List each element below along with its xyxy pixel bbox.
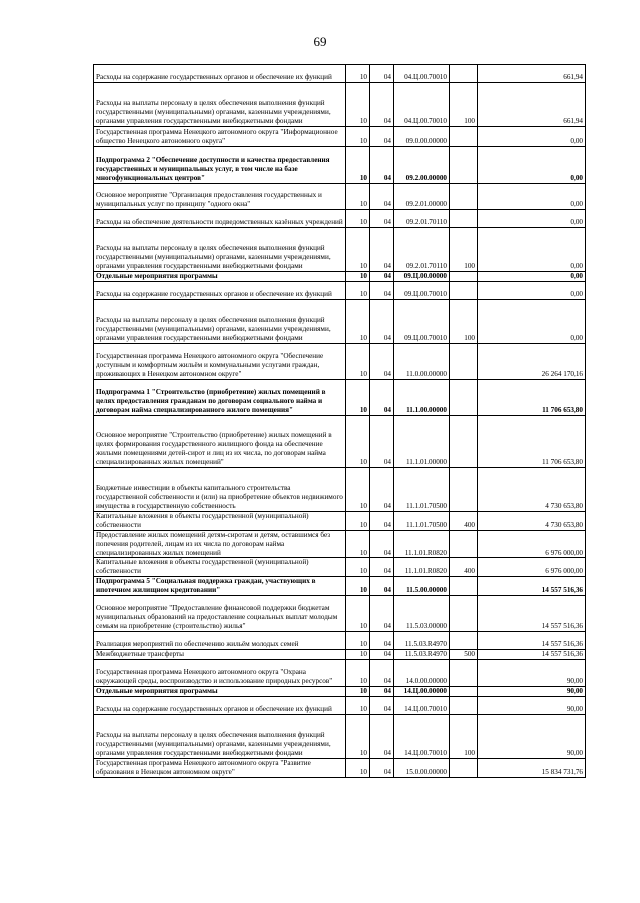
section-code-cell: 10 <box>346 379 370 415</box>
table-row <box>94 379 586 415</box>
amount-cell: 90,00 <box>478 696 586 714</box>
amount-cell: 6 976 000,00 <box>478 558 586 577</box>
section-code-cell: 10 <box>346 272 370 282</box>
section-code-cell: 10 <box>346 714 370 758</box>
target-article-cell: 09.2.01.70110 <box>394 210 450 228</box>
row-name-cell: Подпрограмма 1 "Строительство (приобретение) жилых помещений в целях предоставления гражданам по договорам социального найма и договорам найма специализированного жилого помещения" <box>94 379 346 415</box>
target-article-cell: 04.Ц.00.70010 <box>394 83 450 127</box>
row-name-cell: Расходы на выплаты персоналу в целях обеспечения выполнения функций государственными (муниципальными) органами, казенными учреждениями, органами управления государственными внебюджетными фондами <box>94 83 346 127</box>
table-row <box>94 210 586 228</box>
subsection-code-cell: 04 <box>370 281 394 299</box>
target-article-cell: 11.5.03.00000 <box>394 596 450 632</box>
amount-cell: 11 706 653,80 <box>478 379 586 415</box>
table-row <box>94 147 586 184</box>
subsection-code-cell: 04 <box>370 299 394 343</box>
amount-cell: 6 976 000,00 <box>478 530 586 558</box>
target-article-cell: 11.1.01.R0820 <box>394 530 450 558</box>
target-article-cell: 11.0.00.00000 <box>394 343 450 379</box>
expense-type-cell: 500 <box>450 650 478 660</box>
amount-cell: 90,00 <box>478 659 586 686</box>
row-name-cell: Расходы на обеспечение деятельности подведомственных казённых учреждений <box>94 210 346 228</box>
amount-cell: 0,00 <box>478 147 586 184</box>
subsection-code-cell: 04 <box>370 467 394 511</box>
subsection-code-cell: 04 <box>370 65 394 83</box>
target-article-cell: 11.1.00.00000 <box>394 379 450 415</box>
expense-type-cell <box>450 659 478 686</box>
subsection-code-cell: 04 <box>370 696 394 714</box>
amount-cell: 0,00 <box>478 184 586 210</box>
section-code-cell: 10 <box>346 577 370 596</box>
amount-cell: 4 730 653,80 <box>478 467 586 511</box>
section-code-cell: 10 <box>346 147 370 184</box>
amount-cell: 90,00 <box>478 686 586 696</box>
expense-type-cell <box>450 530 478 558</box>
subsection-code-cell: 04 <box>370 147 394 184</box>
expense-type-cell: 100 <box>450 83 478 127</box>
target-article-cell: 11.5.03.R4970 <box>394 632 450 650</box>
row-name-cell: Основное мероприятие "Строительство (приобретение) жилых помещений в целях формирования государственного жилищного фонда на обеспечение жилыми помещениями детей-сирот и лиц из их числа, по договорам найма специализированных жилых помещений" <box>94 415 346 467</box>
subsection-code-cell: 04 <box>370 632 394 650</box>
subsection-code-cell: 04 <box>370 184 394 210</box>
subsection-code-cell: 04 <box>370 343 394 379</box>
expense-type-cell: 400 <box>450 558 478 577</box>
table-row <box>94 281 586 299</box>
table-row <box>94 714 586 758</box>
section-code-cell: 10 <box>346 83 370 127</box>
expense-type-cell <box>450 696 478 714</box>
expense-type-cell <box>450 343 478 379</box>
section-code-cell: 10 <box>346 696 370 714</box>
amount-cell: 14 557 516,36 <box>478 596 586 632</box>
section-code-cell: 10 <box>346 686 370 696</box>
row-name-cell: Отдельные мероприятия программы <box>94 686 346 696</box>
section-code-cell: 10 <box>346 659 370 686</box>
expense-type-cell <box>450 467 478 511</box>
row-name-cell: Расходы на выплаты персоналу в целях обеспечения выполнения функций государственными (муниципальными) органами, казенными учреждениями, органами управления государственными внебюджетными фондами <box>94 299 346 343</box>
target-article-cell: 11.1.01.70500 <box>394 511 450 530</box>
expense-type-cell <box>450 596 478 632</box>
expense-type-cell <box>450 758 478 777</box>
section-code-cell: 10 <box>346 558 370 577</box>
target-article-cell: 11.5.00.00000 <box>394 577 450 596</box>
row-name-cell: Расходы на выплаты персоналу в целях обеспечения выполнения функций государственными (муниципальными) органами, казенными учреждениями, органами управления государственными внебюджетными фондами <box>94 228 346 272</box>
subsection-code-cell: 04 <box>370 127 394 147</box>
subsection-code-cell: 04 <box>370 379 394 415</box>
section-code-cell: 10 <box>346 467 370 511</box>
target-article-cell: 11.1.01.R0820 <box>394 558 450 577</box>
row-name-cell: Расходы на выплаты персоналу в целях обеспечения выполнения функций государственными (муниципальными) органами, казенными учреждениями, органами управления государственными внебюджетными фондами <box>94 714 346 758</box>
row-name-cell: Отдельные мероприятия программы <box>94 272 346 282</box>
target-article-cell: 04.Ц.00.70010 <box>394 65 450 83</box>
table-row <box>94 467 586 511</box>
table-row <box>94 272 586 282</box>
amount-cell: 661,94 <box>478 65 586 83</box>
section-code-cell: 10 <box>346 758 370 777</box>
row-name-cell: Основное мероприятие "Организация предоставления государственных и муниципальных услуг по принципу "одного окна" <box>94 184 346 210</box>
table-row <box>94 65 586 83</box>
expense-type-cell <box>450 281 478 299</box>
expense-type-cell <box>450 577 478 596</box>
amount-cell: 14 557 516,36 <box>478 650 586 660</box>
expense-type-cell <box>450 65 478 83</box>
amount-cell: 0,00 <box>478 299 586 343</box>
row-name-cell: Расходы на содержание государственных органов и обеспечение их функций <box>94 696 346 714</box>
section-code-cell: 10 <box>346 415 370 467</box>
subsection-code-cell: 04 <box>370 511 394 530</box>
subsection-code-cell: 04 <box>370 758 394 777</box>
subsection-code-cell: 04 <box>370 272 394 282</box>
row-name-cell: Государственная программа Ненецкого автономного округа "Обеспечение доступным и комфортным жильём и коммунальными услугами граждан, проживающих в Ненецком автономном округе" <box>94 343 346 379</box>
row-name-cell: Расходы на содержание государственных органов и обеспечение их функций <box>94 65 346 83</box>
target-article-cell: 15.0.00.00000 <box>394 758 450 777</box>
section-code-cell: 10 <box>346 343 370 379</box>
table-row <box>94 659 586 686</box>
expense-type-cell <box>450 686 478 696</box>
amount-cell: 90,00 <box>478 714 586 758</box>
section-code-cell: 10 <box>346 632 370 650</box>
expense-type-cell: 100 <box>450 714 478 758</box>
amount-cell: 0,00 <box>478 210 586 228</box>
target-article-cell: 14.Ц.00.70010 <box>394 714 450 758</box>
target-article-cell: 09.Ц.00.70010 <box>394 281 450 299</box>
row-name-cell: Подпрограмма 5 "Социальная поддержка граждан, участвующих в ипотечном жилищном кредитовании" <box>94 577 346 596</box>
target-article-cell: 14.Ц.00.00000 <box>394 686 450 696</box>
target-article-cell: 09.2.01.00000 <box>394 184 450 210</box>
expense-type-cell <box>450 147 478 184</box>
amount-cell: 661,94 <box>478 83 586 127</box>
table-row <box>94 415 586 467</box>
table-row <box>94 596 586 632</box>
expense-type-cell <box>450 632 478 650</box>
target-article-cell: 11.5.03.R4970 <box>394 650 450 660</box>
target-article-cell: 09.Ц.00.70010 <box>394 299 450 343</box>
subsection-code-cell: 04 <box>370 558 394 577</box>
subsection-code-cell: 04 <box>370 577 394 596</box>
row-name-cell: Государственная программа Ненецкого автономного округа "Информационное общество Ненецкого автономного округа" <box>94 127 346 147</box>
row-name-cell: Государственная программа Ненецкого автономного округа "Развитие образования в Ненецком автономном округе" <box>94 758 346 777</box>
subsection-code-cell: 04 <box>370 210 394 228</box>
table-row <box>94 530 586 558</box>
table-row <box>94 650 586 660</box>
expense-type-cell <box>450 379 478 415</box>
budget-table-body <box>94 65 586 778</box>
expense-type-cell <box>450 127 478 147</box>
table-row <box>94 632 586 650</box>
subsection-code-cell: 04 <box>370 714 394 758</box>
target-article-cell: 14.0.00.00000 <box>394 659 450 686</box>
table-row <box>94 558 586 577</box>
amount-cell: 0,00 <box>478 228 586 272</box>
budget-table <box>93 64 586 778</box>
section-code-cell: 10 <box>346 210 370 228</box>
expense-type-cell <box>450 184 478 210</box>
target-article-cell: 11.1.01.00000 <box>394 415 450 467</box>
table-row <box>94 758 586 777</box>
section-code-cell: 10 <box>346 228 370 272</box>
table-row <box>94 577 586 596</box>
row-name-cell: Капитальные вложения в объекты государственной (муниципальной) собственности <box>94 511 346 530</box>
amount-cell: 4 730 653,80 <box>478 511 586 530</box>
row-name-cell: Капитальные вложения в объекты государственной (муниципальной) собственности <box>94 558 346 577</box>
subsection-code-cell: 04 <box>370 83 394 127</box>
amount-cell: 0,00 <box>478 127 586 147</box>
subsection-code-cell: 04 <box>370 228 394 272</box>
target-article-cell: 09.2.00.00000 <box>394 147 450 184</box>
table-row <box>94 511 586 530</box>
amount-cell: 14 557 516,36 <box>478 632 586 650</box>
amount-cell: 26 264 170,16 <box>478 343 586 379</box>
table-row <box>94 184 586 210</box>
amount-cell: 0,00 <box>478 281 586 299</box>
section-code-cell: 10 <box>346 596 370 632</box>
expense-type-cell: 400 <box>450 511 478 530</box>
target-article-cell: 11.1.01.70500 <box>394 467 450 511</box>
table-row <box>94 686 586 696</box>
target-article-cell: 09.2.01.70110 <box>394 228 450 272</box>
section-code-cell: 10 <box>346 127 370 147</box>
table-row <box>94 127 586 147</box>
table-row <box>94 299 586 343</box>
target-article-cell: 14.Ц.00.70010 <box>394 696 450 714</box>
section-code-cell: 10 <box>346 184 370 210</box>
row-name-cell: Реализация мероприятий по обеспечению жильём молодых семей <box>94 632 346 650</box>
subsection-code-cell: 04 <box>370 530 394 558</box>
expense-type-cell <box>450 272 478 282</box>
table-row <box>94 83 586 127</box>
section-code-cell: 10 <box>346 511 370 530</box>
target-article-cell: 09.0.00.00000 <box>394 127 450 147</box>
row-name-cell: Подпрограмма 2 "Обеспечение доступности и качества предоставления государственных и муниципальных услуг, в том числе на базе многофункциональных центров" <box>94 147 346 184</box>
subsection-code-cell: 04 <box>370 415 394 467</box>
table-row <box>94 228 586 272</box>
row-name-cell: Основное мероприятие "Предоставление финансовой поддержки бюджетам муниципальных образований на предоставление социальных выплат молодым семьям на приобретение (строительство) жилья" <box>94 596 346 632</box>
page-number: 69 <box>313 34 327 49</box>
section-code-cell: 10 <box>346 299 370 343</box>
amount-cell: 15 834 731,76 <box>478 758 586 777</box>
expense-type-cell <box>450 415 478 467</box>
table-row <box>94 343 586 379</box>
row-name-cell: Бюджетные инвестиции в объекты капитального строительства государственной собственности и (или) на приобретение объектов недвижимого имущества в государственную собственность <box>94 467 346 511</box>
subsection-code-cell: 04 <box>370 686 394 696</box>
row-name-cell: Государственная программа Ненецкого автономного округа "Охрана окружающей среды, воспроизводство и использование природных ресурсов" <box>94 659 346 686</box>
expense-type-cell: 100 <box>450 228 478 272</box>
section-code-cell: 10 <box>346 281 370 299</box>
row-name-cell: Межбюджетные трансферты <box>94 650 346 660</box>
section-code-cell: 10 <box>346 650 370 660</box>
expense-type-cell: 100 <box>450 299 478 343</box>
subsection-code-cell: 04 <box>370 596 394 632</box>
table-row <box>94 696 586 714</box>
subsection-code-cell: 04 <box>370 659 394 686</box>
section-code-cell: 10 <box>346 65 370 83</box>
expense-type-cell <box>450 210 478 228</box>
row-name-cell: Расходы на содержание государственных органов и обеспечение их функций <box>94 281 346 299</box>
section-code-cell: 10 <box>346 530 370 558</box>
amount-cell: 11 706 653,80 <box>478 415 586 467</box>
row-name-cell: Предоставление жилых помещений детям-сиротам и детям, оставшимся без попечения родителей, лицам из их числа по договорам найма специализированных жилых помещений <box>94 530 346 558</box>
amount-cell: 0,00 <box>478 272 586 282</box>
amount-cell: 14 557 516,36 <box>478 577 586 596</box>
target-article-cell: 09.Ц.00.00000 <box>394 272 450 282</box>
subsection-code-cell: 04 <box>370 650 394 660</box>
